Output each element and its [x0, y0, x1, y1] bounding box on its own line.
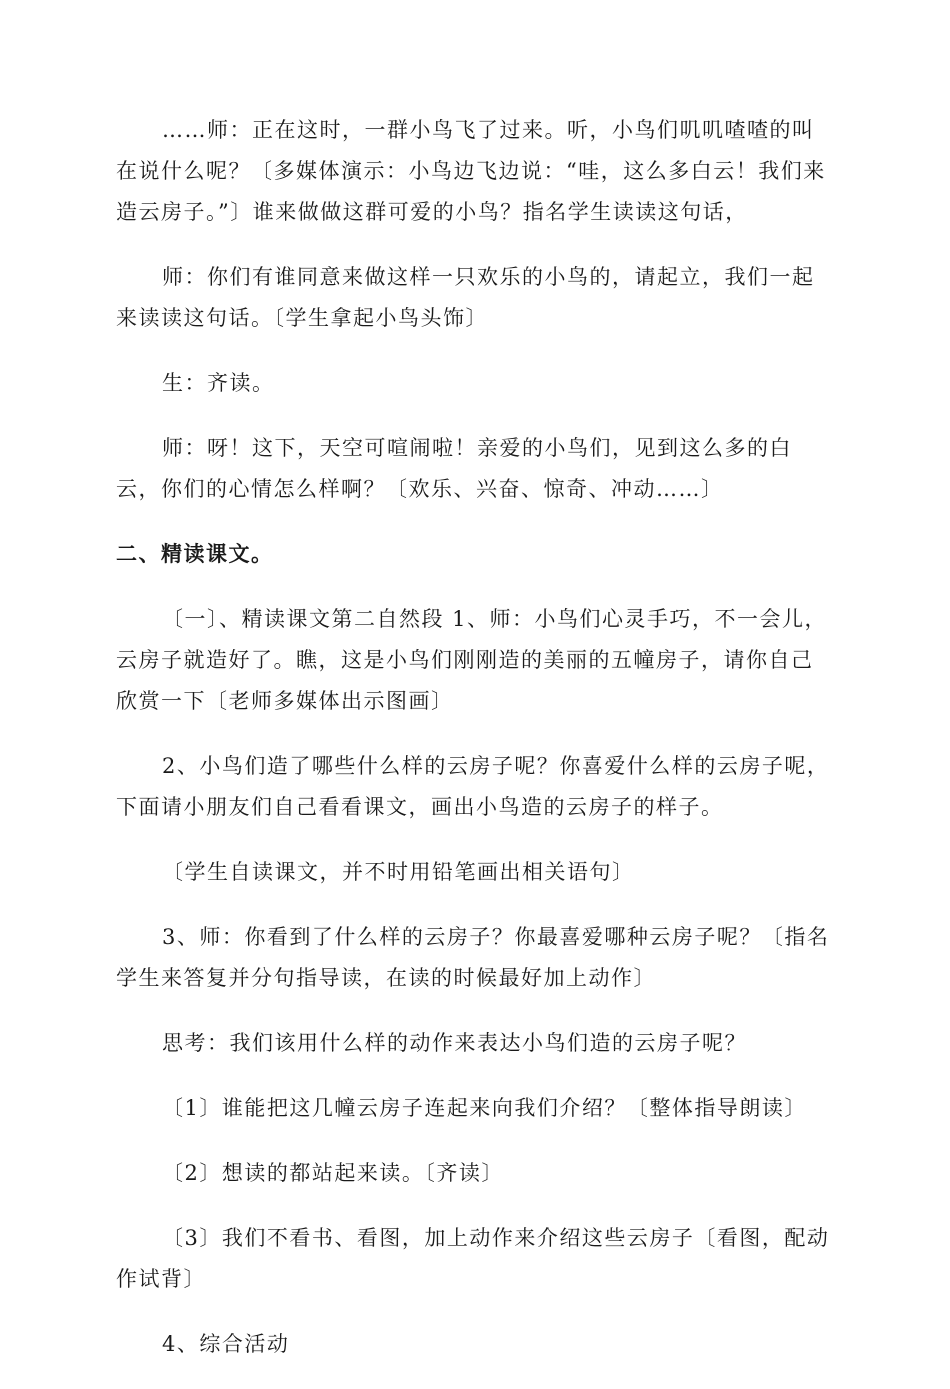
paragraph-item-3: 〔3〕我们不看书、看图，加上动作来介绍这些云房子〔看图，配动作试背〕 — [116, 1226, 830, 1291]
paragraph-step-4: 4、综合活动 — [162, 1332, 290, 1356]
paragraph-part-one: 〔一〕、精读课文第二自然段 1、师：小鸟们心灵手巧，不一会儿，云房子就造好了。瞧，这是小鸟们刚刚造的美丽的五幢房子，请你自己欣赏一下〔老师多媒体出示图画〕 — [116, 607, 828, 713]
paragraph-step-2: 2、小鸟们造了哪些什么样的云房子呢？你喜爱什么样的云房子呢，下面请小朋友们自己看看课文，画出小鸟造的云房子的样子。 — [116, 754, 830, 819]
paragraph-item-1: 〔1〕谁能把这几幢云房子连起来向我们介绍？〔整体指导朗读〕 — [162, 1096, 807, 1120]
paragraph-teacher-feelings: 师：呀！这下，天空可喧闹啦！亲爱的小鸟们，见到这么多的白云，你们的心情怎么样啊？〔欢乐、兴奋、惊奇、冲动……〕 — [116, 436, 792, 501]
section-heading: 二、精读课文。 — [116, 542, 274, 566]
document-body — [116, 110, 834, 1389]
paragraph-item-2: 〔2〕想读的都站起来读。〔齐读〕 — [162, 1161, 504, 1185]
paragraph-teacher-invite: 师：你们有谁同意来做这样一只欢乐的小鸟的，请起立，我们一起来读读这句话。〔学生拿起小鸟头饰〕 — [116, 265, 815, 330]
paragraph-self-read: 〔学生自读课文，并不时用铅笔画出相关语句〕 — [162, 860, 635, 884]
paragraph-step-3: 3、师：你看到了什么样的云房子？你最喜爱哪种云房子呢？〔指名学生来答复并分句指导读，在读的时候最好加上动作〕 — [116, 925, 830, 990]
paragraph-students-read: 生：齐读。 — [162, 371, 275, 395]
paragraph-think: 思考：我们该用什么样的动作来表达小鸟们造的云房子呢？ — [162, 1031, 747, 1055]
paragraph-birds-arrive: ……师：正在这时，一群小鸟飞了过来。听，小鸟们叽叽喳喳的叫在说什么呢？〔多媒体演示：小鸟边飞边说：“哇，这么多白云！我们来造云房子。”〕谁来做做这群可爱的小鸟？指名学生读读这句话， — [116, 118, 826, 224]
